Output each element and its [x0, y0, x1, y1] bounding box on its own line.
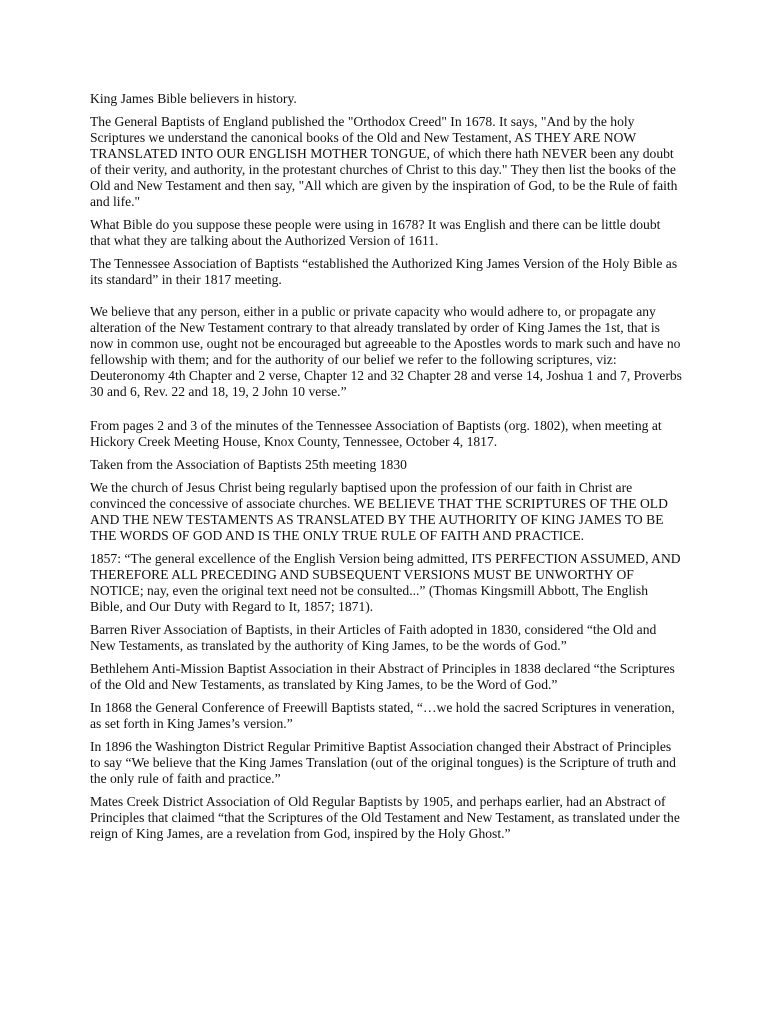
paragraph-washington-district: In 1896 the Washington District Regular Primitive Baptist Association changed their Abstract of Principles to say “We believe that the King James Translation (out of the original tongues) is the Scripture of truth and the only rule of faith and practice.” — [90, 739, 676, 786]
paragraph-belief-statement: We believe that any person, either in a public or private capacity who would adhere to, or propagate any alteration of the New Testament contrary to that already translated by order of King James the 1st, that is now in common use, ought not be encouraged but agreeable to the Apostles words to mark such and have no fellowship with them; and for the authority of our belief we refer to the following scriptures, viz: Deuteronomy 4th Chapter and 2 verse, Chapter 12 and 32 Chapter 28 and verse 14, Joshua 1 and 7, Proverbs 30 and 6, Rev. 22 and 18, 19, 2 John 10 verse.” — [90, 304, 682, 399]
paragraph-25th-meeting: Taken from the Association of Baptists 25th meeting 1830 — [90, 457, 407, 472]
paragraph-tennessee-association: The Tennessee Association of Baptists “established the Authorized King James Version of the Holy Bible as its standard” in their 1817 meeting. — [90, 256, 678, 287]
paragraph-bible-question: What Bible do you suppose these people were using in 1678? It was English and there can be little doubt that what they are talking about the Authorized Version of 1611. — [90, 217, 661, 248]
paragraph-barren-river: Barren River Association of Baptists, in their Articles of Faith adopted in 1830, considered “the Old and New Testaments, as translated by the authority of King James, to be the words of God.” — [90, 622, 657, 653]
paragraph-minutes-source: From pages 2 and 3 of the minutes of the Tennessee Association of Baptists (org. 1802), when meeting at Hickory Creek Meeting House, Knox County, Tennessee, October 4, 1817. — [90, 418, 662, 449]
document-page — [90, 91, 682, 849]
paragraph-orthodox-creed: The General Baptists of England published the "Orthodox Creed" In 1678. It says, "And by the holy Scriptures we understand the canonical books of the Old and New Testament, AS THEY ARE NOW TRANSLATED INTO OUR ENGLISH MOTHER TONGUE, of which there hath NEVER been any doubt of their verity, and authority, in the protestant churches of Christ to this day." They then list the books of the Old and New Testament and then say, "All which are given by the inspiration of God, to be the Rule of faith and life." — [90, 114, 678, 209]
paragraph-mates-creek: Mates Creek District Association of Old Regular Baptists by 1905, and perhaps earlier, had an Abstract of Principles that claimed “that the Scriptures of the Old Testament and New Testament, as translated under the reign of King James, are a revelation from God, inspired by the Holy Ghost.” — [90, 794, 680, 841]
document-title: King James Bible believers in history. — [90, 91, 297, 106]
paragraph-bethlehem: Bethlehem Anti-Mission Baptist Association in their Abstract of Principles in 1838 declared “the Scriptures of the Old and New Testaments, as translated by King James, to be the Word of God.” — [90, 661, 675, 692]
paragraph-church-of-jesus-christ: We the church of Jesus Christ being regularly baptised upon the profession of our faith in Christ are convinced the concessive of associate churches. WE BELIEVE THAT THE SCRIPTURES OF THE OLD AND THE NEW TESTAMENTS AS TRANSLATED BY THE AUTHORITY OF KING JAMES TO BE THE WORDS OF GOD AND IS THE ONLY TRUE RULE OF FAITH AND PRACTICE. — [90, 480, 668, 543]
paragraph-1857-quote: 1857: “The general excellence of the English Version being admitted, ITS PERFECTION ASSUMED, AND THEREFORE ALL PRECEDING AND SUBSEQUENT VERSIONS MUST BE UNWORTHY OF NOTICE; nay, even the original text need not be consulted...” (Thomas Kingsmill Abbott, The English Bible, and Our Duty with Regard to It, 1857; 1871). — [90, 551, 681, 614]
paragraph-freewill-baptists: In 1868 the General Conference of Freewill Baptists stated, “…we hold the sacred Scriptures in veneration, as set forth in King James’s version.” — [90, 700, 675, 731]
